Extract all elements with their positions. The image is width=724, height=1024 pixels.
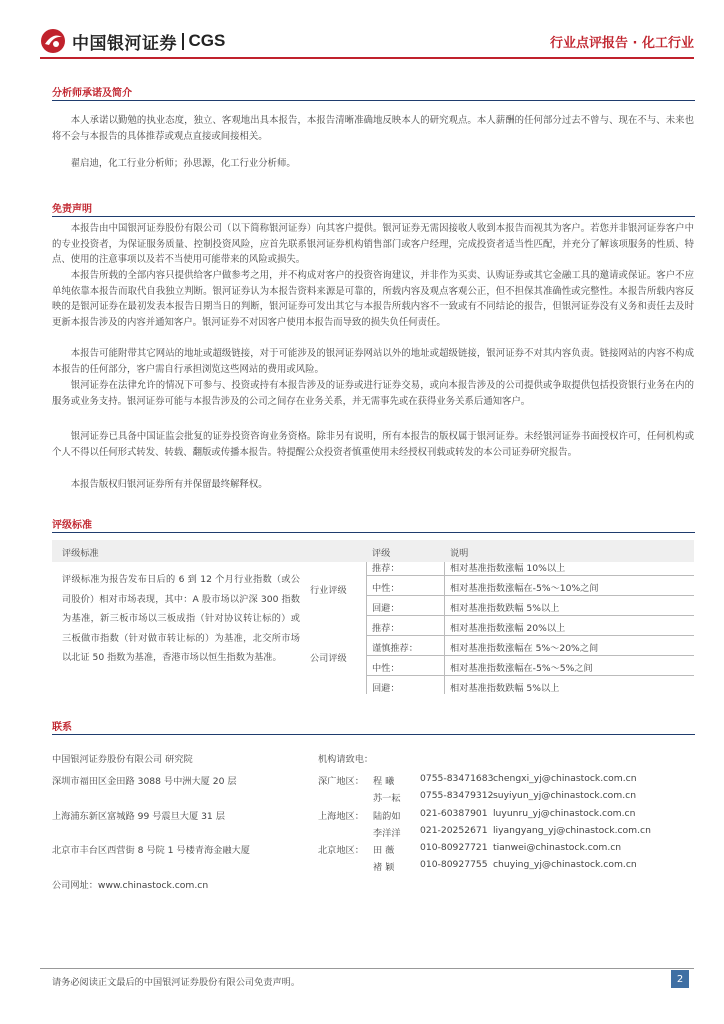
rating-level: 回避：: [372, 603, 400, 614]
company-website[interactable]: 公司网址：www.chinastock.com.cn: [52, 880, 209, 891]
analyst-commitment: 本人承诺以勤勉的执业态度，独立、客观地出具本报告，本报告清晰准确地反映本人的研究观点。本人薪酬的任何部分过去不曾与、现在不与、未来也将不会与本报告的具体推荐或观点直接或间接相关。: [52, 115, 694, 142]
rating-row: [366, 556, 694, 576]
contact-name: 苏一耘: [373, 793, 401, 804]
disclaimer-para-4: 银河证券在法律允许的情况下可参与、投资或持有本报告涉及的证券或进行证券交易，或向本报告涉及的公司提供或争取提供包括投资银行业务在内的服务或业务支持。银河证券可能与本报告涉及的公司之间存在业务关系，并无需事先或在获得业务关系后通知客户。: [52, 380, 694, 407]
header-desc: 说明: [450, 548, 469, 559]
galaxy-logo-icon: [40, 28, 66, 54]
region-shenzhen: 深广地区：: [318, 776, 364, 787]
region-shanghai: 上海地区：: [318, 811, 364, 822]
rating-row: [366, 656, 694, 676]
contact-name: 褚 颖: [373, 862, 395, 873]
institution-contact-title: 机构请致电：: [318, 754, 374, 765]
rating-desc: 相对基准指数涨幅在 5%～20%之间: [450, 643, 599, 654]
region-beijing: 北京地区：: [318, 845, 364, 856]
contact-phone: 010-80927755: [420, 859, 488, 870]
address-shanghai: 上海浦东新区富城路 99 号震旦大厦 31 层: [52, 811, 225, 822]
page-number: 2: [671, 970, 689, 988]
address-shenzhen: 深圳市福田区金田路 3088 号中洲大厦 20 层: [52, 776, 237, 787]
logo-divider: [182, 33, 184, 50]
analyst-intro: 翟启迪，化工行业分析师；孙思源，化工行业分析师。: [70, 158, 296, 169]
contact-phone: 0755-83471683: [420, 773, 494, 784]
rating-row: [366, 616, 694, 636]
rating-desc: 相对基准指数涨幅 10%以上: [450, 563, 566, 574]
disclaimer-para-2: 本报告所载的全部内容只提供给客户做参考之用，并不构成对客户的投资咨询建议，并非作为买卖、认购证券或其它金融工具的邀请或保证。客户不应单纯依靠本报告而取代自我独立判断。银河证券认为本报告资料来源是可靠的，所载内容及观点客观公正，但不担保其准确性或完整性。本报告所载内容反映的是银河证券在最初发表本报告日期当日的判断，银河证券可发出其它与本报告所载内容不一致或有不同结论的报告，但银河证券没有义务和责任去及时更新本报告涉及的内容并通知客户。银河证券不对因客户使用本报告而导致的损失负任何责任。: [52, 270, 694, 328]
page-header: [0, 0, 724, 58]
rating-row: [366, 676, 694, 696]
contact-email[interactable]: luyunru_yj@chinastock.com.cn: [493, 808, 636, 819]
rating-desc: 相对基准指数涨幅在-5%～5%之间: [450, 663, 593, 674]
contact-section-title: 联系: [52, 722, 72, 733]
contact-email[interactable]: chengxi_yj@chinastock.com.cn: [493, 773, 637, 784]
disclaimer-section-line: [52, 216, 695, 217]
contact-phone: 0755-83479312: [420, 790, 494, 801]
rating-level: 中性：: [372, 583, 400, 594]
contact-email[interactable]: suyiyun_yj@chinastock.com.cn: [493, 790, 637, 801]
company-rating-label: 公司评级: [310, 653, 347, 664]
logo-english: CGS: [188, 31, 226, 50]
address-beijing: 北京市丰台区西营街 8 号院 1 号楼青海金融大厦: [52, 845, 250, 856]
rating-desc: 相对基准指数跌幅 5%以上: [450, 603, 560, 614]
logo-chinese: 中国银河证券: [72, 33, 177, 54]
rating-level: 推荐：: [372, 623, 400, 634]
rating-section-line: [52, 532, 695, 533]
header-level: 评级: [372, 548, 391, 559]
company-logo: [40, 26, 225, 56]
rating-level: 中性：: [372, 663, 400, 674]
contact-name: 陆韵如: [373, 811, 401, 822]
analyst-section-line: [52, 100, 695, 101]
contact-email[interactable]: chuying_yj@chinastock.com.cn: [493, 859, 637, 870]
rating-desc: 相对基准指数涨幅在-5%～10%之间: [450, 583, 599, 594]
contact-phone: 010-80927721: [420, 842, 488, 853]
contact-name: 田 薇: [373, 845, 395, 856]
disclaimer-para-5: 银河证券已具备中国证监会批复的证券投资咨询业务资格。除非另有说明，所有本报告的版权属于银河证券。未经银河证券书面授权许可，任何机构或个人不得以任何形式转发、转载、翻版或传播本报告。特提醒公众投资者慎重使用未经授权刊载或转发的本公司证券研究报告。: [52, 431, 694, 458]
contact-name: 程 曦: [373, 776, 395, 787]
footer-disclaimer: 请务必阅读正文最后的中国银河证券股份有限公司免责声明。: [52, 977, 301, 988]
rating-table: [52, 540, 694, 692]
rating-level: 谨慎推荐：: [372, 643, 418, 654]
header-divider: [40, 57, 694, 59]
report-type: 行业点评报告 · 化工行业: [550, 36, 694, 51]
footer-divider: [40, 968, 694, 969]
rating-row: [366, 636, 694, 656]
rating-desc: 相对基准指数涨幅 20%以上: [450, 623, 566, 634]
header-standard: 评级标准: [62, 548, 99, 559]
contact-phone: 021-20252671: [420, 825, 488, 836]
contact-email[interactable]: liyangyang_yj@chinastock.com.cn: [493, 825, 651, 836]
rating-section-title: 评级标准: [52, 520, 92, 531]
industry-rating-label: 行业评级: [310, 585, 347, 596]
rating-level: 推荐：: [372, 563, 400, 574]
disclaimer-section-title: 免责声明: [52, 204, 92, 215]
rating-description: 评级标准为报告发布日后的 6 到 12 个月行业指数（或公司股价）相对市场表现，其中：A 股市场以沪深 300 指数为基准，新三板市场以三板成指（针对协议转让标的）或三板做市指数（针对做市转让标的）为基准，北交所市场以北证 50 指数为基准，香港市场以恒生指数为基准。: [62, 574, 300, 663]
rating-level: 回避：: [372, 683, 400, 694]
disclaimer-para-1: 本报告由中国银河证券股份有限公司（以下简称银河证券）向其客户提供。银河证券无需因接收人收到本报告而视其为客户。若您并非银河证券客户中的专业投资者，为保证服务质量、控制投资风险，应首先联系银河证券机构销售部门或客户经理，完成投资者适当性匹配，并充分了解该项服务的性质、特点、使用的注意事项以及若不当使用可能带来的风险或损失。: [52, 223, 694, 266]
contact-email[interactable]: tianwei@chinastock.com.cn: [493, 842, 622, 853]
rating-row: [366, 596, 694, 616]
disclaimer-para-6: 本报告版权归银河证券所有并保留最终解释权。: [70, 479, 268, 490]
contact-section-line: [52, 734, 695, 735]
contact-phone: 021-60387901: [420, 808, 488, 819]
company-name: 中国银河证券股份有限公司 研究院: [52, 754, 193, 765]
analyst-section-title: 分析师承诺及简介: [52, 88, 132, 99]
rating-row: [366, 576, 694, 596]
contact-name: 李洋洋: [373, 828, 401, 839]
rating-desc: 相对基准指数跌幅 5%以上: [450, 683, 560, 694]
disclaimer-para-3: 本报告可能附带其它网站的地址或超级链接，对于可能涉及的银河证券网站以外的地址或超级链接，银河证券不对其内容负责。链接网站的内容不构成本报告的任何部分，客户需自行承担浏览这些网站的费用或风险。: [52, 348, 694, 375]
